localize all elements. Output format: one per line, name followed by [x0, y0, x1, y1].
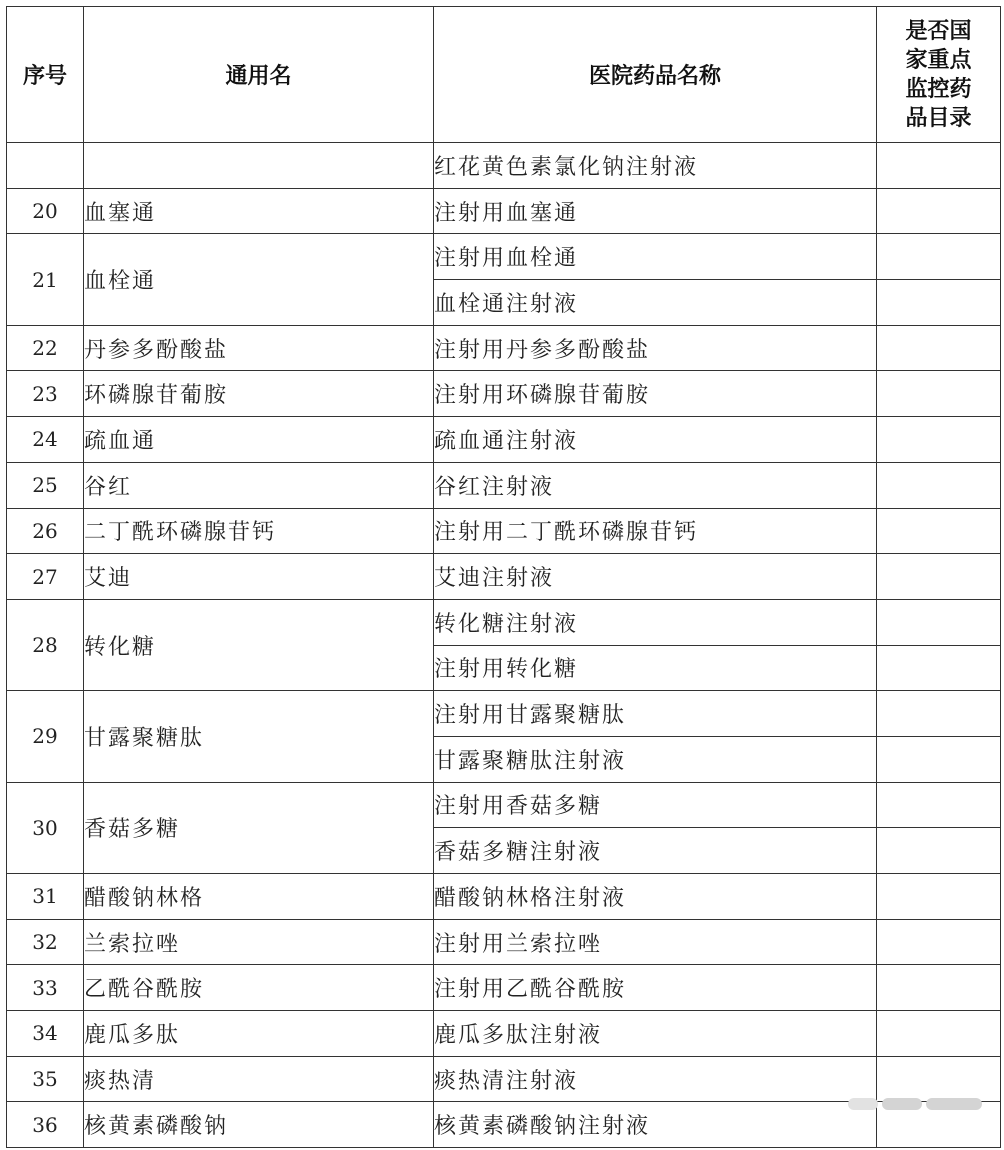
hospital-drug-name-cell: 甘露聚糖肽注射液: [434, 736, 877, 782]
monitoring-list-cell: [877, 965, 1001, 1011]
hospital-drug-name-cell: 注射用香菇多糖: [434, 782, 877, 828]
generic-name-cell: 甘露聚糖肽: [84, 691, 434, 782]
serial-number-cell: 25: [7, 462, 84, 508]
table-row: [7, 462, 1001, 508]
table-row: [7, 371, 1001, 417]
table-row: [7, 188, 1001, 234]
generic-name-cell: 环磷腺苷葡胺: [84, 371, 434, 417]
header-monitoring-line: 品目录: [905, 105, 972, 131]
hospital-drug-name-cell: 香菇多糖注射液: [434, 828, 877, 874]
hospital-drug-name-cell: 鹿瓜多肽注射液: [434, 1011, 877, 1057]
monitoring-list-cell: [877, 188, 1001, 234]
hospital-drug-name-cell: 醋酸钠林格注射液: [434, 874, 877, 920]
generic-name-cell: 痰热清: [84, 1056, 434, 1102]
hospital-drug-name-cell: 注射用乙酰谷酰胺: [434, 965, 877, 1011]
table-row: [7, 325, 1001, 371]
serial-number-cell: 30: [7, 782, 84, 873]
table-row: [7, 417, 1001, 463]
hospital-drug-name-cell: 红花黄色素氯化钠注射液: [434, 143, 877, 189]
monitoring-list-cell: [877, 234, 1001, 280]
serial-number-cell: 36: [7, 1102, 84, 1148]
hospital-drug-name-cell: 疏血通注射液: [434, 417, 877, 463]
hospital-drug-name-cell: 注射用血栓通: [434, 234, 877, 280]
monitoring-list-cell: [877, 919, 1001, 965]
table-row: [7, 1011, 1001, 1057]
monitoring-list-cell: [877, 417, 1001, 463]
serial-number-cell: 35: [7, 1056, 84, 1102]
monitoring-list-cell: [877, 736, 1001, 782]
generic-name-cell: 疏血通: [84, 417, 434, 463]
monitoring-list-cell: [877, 508, 1001, 554]
table-row: [7, 965, 1001, 1011]
generic-name-cell: 核黄素磷酸钠: [84, 1102, 434, 1148]
monitoring-list-cell: [877, 462, 1001, 508]
monitoring-list-cell: [877, 280, 1001, 326]
hospital-drug-name-cell: 痰热清注射液: [434, 1056, 877, 1102]
header-monitoring-line: 家重点: [905, 47, 972, 73]
table-row: [7, 599, 1001, 645]
monitoring-list-cell: [877, 1011, 1001, 1057]
hospital-drug-name-cell: 注射用兰索拉唑: [434, 919, 877, 965]
hospital-drug-name-cell: 谷红注射液: [434, 462, 877, 508]
header-generic-name: 通用名: [84, 7, 434, 143]
serial-number-cell: 34: [7, 1011, 84, 1057]
serial-number-cell: 27: [7, 554, 84, 600]
serial-number-cell: 24: [7, 417, 84, 463]
hospital-drug-name-cell: 注射用转化糖: [434, 645, 877, 691]
watermark-logo: [848, 1092, 986, 1116]
generic-name-cell: 血塞通: [84, 188, 434, 234]
table-row: [7, 919, 1001, 965]
generic-name-cell: 艾迪: [84, 554, 434, 600]
generic-name-cell: [84, 143, 434, 189]
table-row: [7, 691, 1001, 737]
monitoring-list-cell: [877, 691, 1001, 737]
generic-name-cell: 转化糖: [84, 599, 434, 690]
monitoring-list-cell: [877, 874, 1001, 920]
hospital-drug-name-cell: 核黄素磷酸钠注射液: [434, 1102, 877, 1148]
serial-number-cell: 32: [7, 919, 84, 965]
monitoring-list-cell: [877, 325, 1001, 371]
hospital-drug-name-cell: 转化糖注射液: [434, 599, 877, 645]
serial-number-cell: 23: [7, 371, 84, 417]
header-monitoring-line: 监控药: [905, 76, 972, 102]
header-serial-number: 序号: [7, 7, 84, 143]
hospital-drug-name-cell: 注射用甘露聚糖肽: [434, 691, 877, 737]
header-national-monitoring-list: [877, 7, 1001, 143]
hospital-drug-name-cell: 注射用丹参多酚酸盐: [434, 325, 877, 371]
generic-name-cell: 香菇多糖: [84, 782, 434, 873]
serial-number-cell: 33: [7, 965, 84, 1011]
generic-name-cell: 丹参多酚酸盐: [84, 325, 434, 371]
header-hospital-drug-name: 医院药品名称: [434, 7, 877, 143]
generic-name-cell: 鹿瓜多肽: [84, 1011, 434, 1057]
generic-name-cell: 兰索拉唑: [84, 919, 434, 965]
monitoring-list-cell: [877, 645, 1001, 691]
table-row: [7, 782, 1001, 828]
generic-name-cell: 谷红: [84, 462, 434, 508]
table-row: [7, 143, 1001, 189]
serial-number-cell: 28: [7, 599, 84, 690]
serial-number-cell: 21: [7, 234, 84, 325]
monitoring-list-cell: [877, 371, 1001, 417]
table-row: [7, 234, 1001, 280]
serial-number-cell: 20: [7, 188, 84, 234]
generic-name-cell: 二丁酰环磷腺苷钙: [84, 508, 434, 554]
generic-name-cell: 醋酸钠林格: [84, 874, 434, 920]
monitoring-list-cell: [877, 554, 1001, 600]
hospital-drug-name-cell: 血栓通注射液: [434, 280, 877, 326]
monitoring-list-cell: [877, 143, 1001, 189]
table-body: [7, 143, 1001, 1148]
hospital-drug-name-cell: 注射用环磷腺苷葡胺: [434, 371, 877, 417]
generic-name-cell: 血栓通: [84, 234, 434, 325]
serial-number-cell: 31: [7, 874, 84, 920]
table-row: [7, 554, 1001, 600]
monitoring-list-cell: [877, 782, 1001, 828]
monitoring-list-cell: [877, 828, 1001, 874]
hospital-drug-name-cell: 注射用血塞通: [434, 188, 877, 234]
monitoring-list-cell: [877, 599, 1001, 645]
serial-number-cell: 22: [7, 325, 84, 371]
hospital-drug-name-cell: 注射用二丁酰环磷腺苷钙: [434, 508, 877, 554]
generic-name-cell: 乙酰谷酰胺: [84, 965, 434, 1011]
drug-table: [6, 6, 1001, 1148]
table-row: [7, 508, 1001, 554]
header-row: [7, 7, 1001, 143]
header-monitoring-line: 是否国: [905, 18, 972, 44]
serial-number-cell: [7, 143, 84, 189]
serial-number-cell: 26: [7, 508, 84, 554]
serial-number-cell: 29: [7, 691, 84, 782]
hospital-drug-name-cell: 艾迪注射液: [434, 554, 877, 600]
table-row: [7, 874, 1001, 920]
